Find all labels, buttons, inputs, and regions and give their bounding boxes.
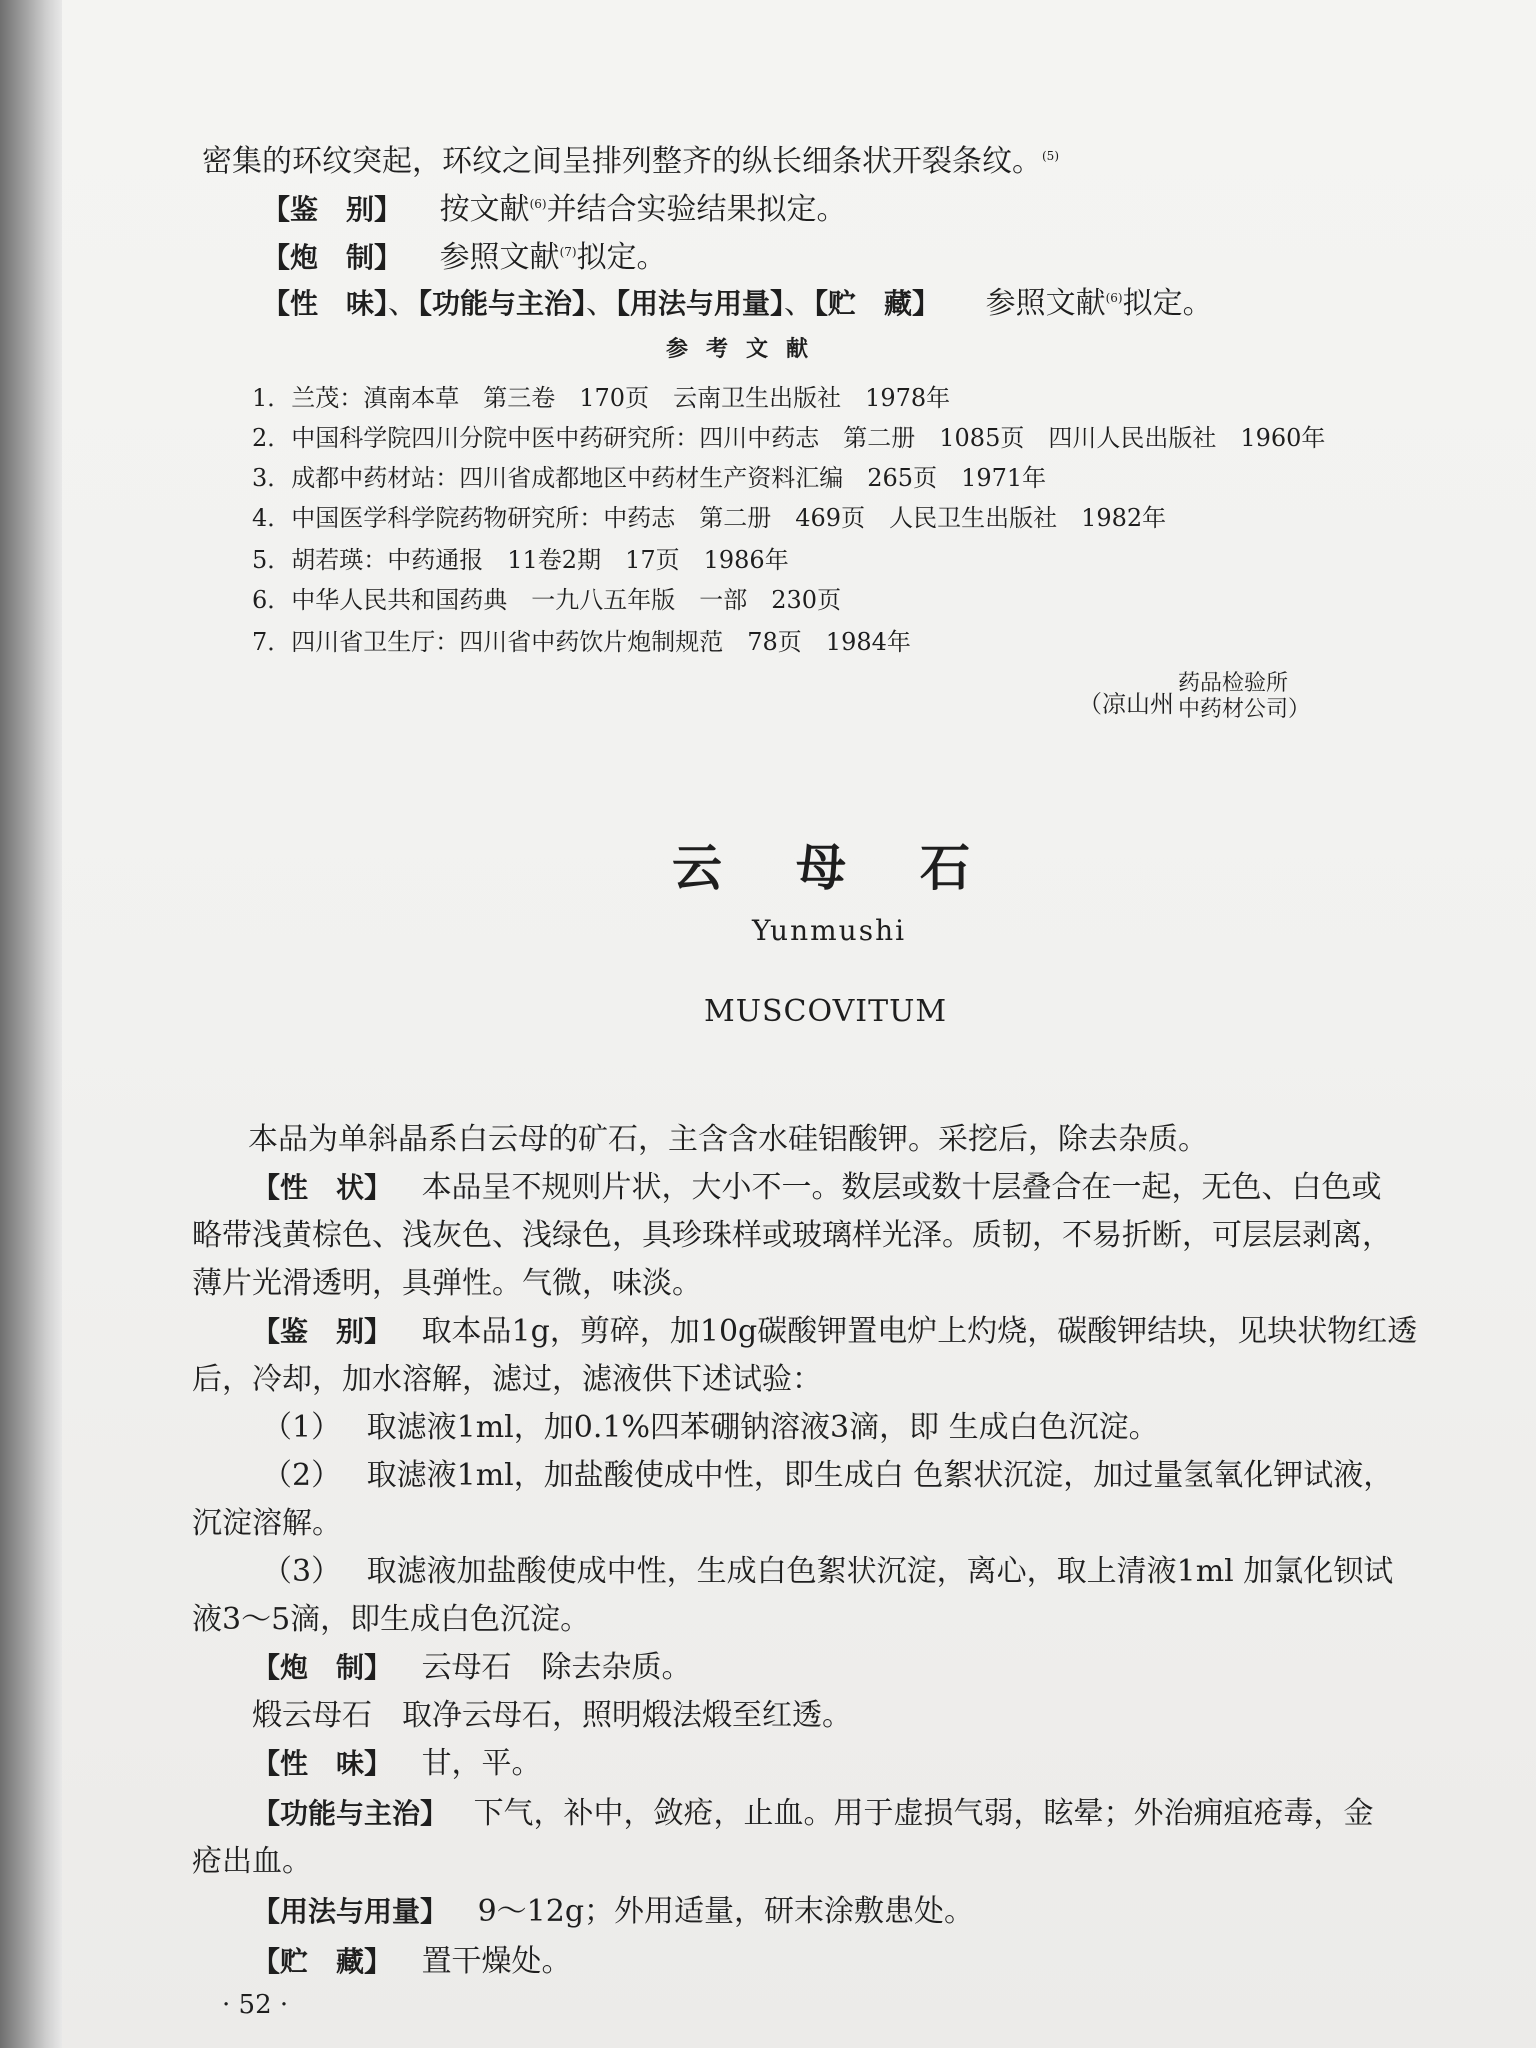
processing-tag: 【炮 制】 — [252, 1651, 393, 1684]
continuation-text: 密集的环纹突起，环纹之间呈排列整齐的纵长细条状开裂条纹。 — [202, 144, 1042, 179]
function-tag: 【功能与主治】 — [252, 1797, 449, 1830]
test-1 — [262, 1406, 1159, 1450]
references-heading: 参考文献 — [666, 337, 827, 362]
function-line — [252, 1792, 1374, 1836]
test-2-cont: 沉淀溶解。 — [192, 1506, 342, 1541]
usage-text: 9～12g；外用适量，研末涂敷患处。 — [477, 1894, 975, 1929]
identify-tag: 【鉴 别】 — [262, 193, 403, 226]
storage-text: 置干燥处。 — [421, 1944, 572, 1979]
identification-tag: 【鉴 别】 — [252, 1315, 393, 1348]
characteristics-text-cont: 薄片光滑透明，具弹性。气微，味淡。 — [192, 1266, 702, 1301]
taste-line — [252, 1742, 542, 1786]
processing-text: 云母石 除去杂质。 — [421, 1650, 692, 1685]
affiliation-line2: 中药材公司） — [1178, 697, 1311, 722]
footnote-ref: (6) — [529, 197, 547, 211]
test-number: （3） — [262, 1554, 342, 1589]
calcined-line: 煅云母石 取净云母石，照明煅法煅至红透。 — [252, 1698, 852, 1733]
usage-tag: 【用法与用量】 — [252, 1895, 449, 1928]
book-spine-shadow — [0, 0, 62, 2048]
entry-title: 云母石 — [672, 839, 1044, 897]
process-line — [262, 236, 667, 280]
reference-item: 1．兰茂：滇南本草 第三卷 170页 云南卫生出版社 1978年 — [252, 384, 951, 412]
process-tag: 【炮 制】 — [262, 241, 403, 274]
characteristics-tag: 【性 状】 — [252, 1171, 393, 1204]
entry-intro: 本品为单斜晶系白云母的矿石，主含含水硅铝酸钾。采挖后，除去杂质。 — [248, 1122, 1208, 1157]
affiliation-prefix: （凉山州 — [1078, 690, 1174, 718]
usage-line — [252, 1890, 974, 1934]
affiliation-line1: 药品检验所 — [1178, 671, 1289, 696]
storage-line — [252, 1940, 572, 1984]
footnote-ref: (7) — [559, 245, 577, 259]
process-text-cont: 拟定。 — [576, 240, 667, 275]
storage-tag: 【贮 藏】 — [252, 1945, 393, 1978]
entry-pinyin: Yunmushi — [752, 914, 907, 947]
usage-tag: 【用法与用量】 — [616, 287, 785, 320]
storage-text: 参照文献 — [985, 286, 1106, 321]
function-tag: 【功能与主治】 — [418, 287, 587, 320]
test-3-cont: 液3～5滴，即生成白色沉淀。 — [192, 1602, 591, 1637]
function-text-cont: 疮出血。 — [192, 1844, 312, 1879]
taste-tag: 【性 味】 — [252, 1747, 393, 1780]
characteristics-text-cont: 略带浅黄棕色、浅灰色、浅绿色，具珍珠样或玻璃样光泽。质韧，不易折断，可层层剥离， — [192, 1218, 1392, 1253]
identify-text: 按文献 — [439, 192, 530, 227]
test-text: 取滤液1ml，加0.1%四苯硼钠溶液3滴，即 生成白色沉淀。 — [366, 1410, 1159, 1445]
test-text: 取滤液加盐酸使成中性，生成白色絮状沉淀，离心，取上清液1ml 加氯化钡试 — [366, 1554, 1394, 1589]
process-text: 参照文献 — [439, 240, 560, 275]
identification-text-cont: 后，冷却，加水溶解，滤过，滤液供下述试验： — [192, 1362, 822, 1397]
separator: 、 — [784, 286, 815, 321]
identification-line — [252, 1310, 1417, 1354]
test-2 — [262, 1454, 1393, 1498]
characteristics-line — [252, 1166, 1382, 1210]
identify-line — [262, 188, 847, 232]
processing-line — [252, 1646, 692, 1690]
continuation-line — [202, 140, 1059, 184]
taste-text: 甘，平。 — [421, 1746, 542, 1781]
reference-item: 7．四川省卫生厅：四川省中药饮片炮制规范 78页 1984年 — [252, 628, 911, 656]
storage-text-cont: 拟定。 — [1122, 286, 1213, 321]
entry-latin-name: MUSCOVITUM — [704, 994, 948, 1029]
test-3 — [262, 1550, 1393, 1594]
separator: 、 — [586, 286, 617, 321]
storage-tag: 【贮 藏】 — [814, 287, 941, 320]
identify-text-cont: 并结合实验结果拟定。 — [546, 192, 847, 227]
taste-tag: 【性 味】 — [262, 287, 389, 320]
identification-text: 取本品1g，剪碎，加10g碳酸钾置电炉上灼烧，碳酸钾结块，见块状物红透 — [421, 1314, 1418, 1349]
reference-item: 2．中国科学院四川分院中医中药研究所：四川中药志 第二册 1085页 四川人民出版社 1960年 — [252, 424, 1326, 452]
book-page — [62, 0, 1536, 2048]
reference-item: 5．胡若瑛：中药通报 11卷2期 17页 1986年 — [252, 546, 789, 574]
test-number: （2） — [262, 1458, 342, 1493]
page-number: · 52 · — [222, 1990, 289, 2020]
function-text: 下气，补中，敛疮，止血。用于虚损气弱，眩晕；外治痈疽疮毒，金 — [473, 1796, 1374, 1831]
reference-item: 3．成都中药材站：四川省成都地区中药材生产资料汇编 265页 1971年 — [252, 464, 1047, 492]
reference-item: 4．中国医学科学院药物研究所：中药志 第二册 469页 人民卫生出版社 1982年 — [252, 504, 1167, 532]
characteristics-text: 本品呈不规则片状，大小不一。数层或数十层叠合在一起，无色、白色或 — [421, 1170, 1382, 1205]
test-text: 取滤液1ml，加盐酸使成中性，即生成白 色絮状沉淀，加过量氢氧化钾试液， — [366, 1458, 1394, 1493]
misc-tags-line — [262, 282, 1213, 326]
separator: 、 — [388, 286, 419, 321]
footnote-ref: (6) — [1105, 291, 1123, 305]
reference-item: 6．中华人民共和国药典 一九八五年版 一部 230页 — [252, 586, 842, 614]
test-number: （1） — [262, 1410, 342, 1445]
footnote-ref: (5) — [1042, 149, 1059, 163]
